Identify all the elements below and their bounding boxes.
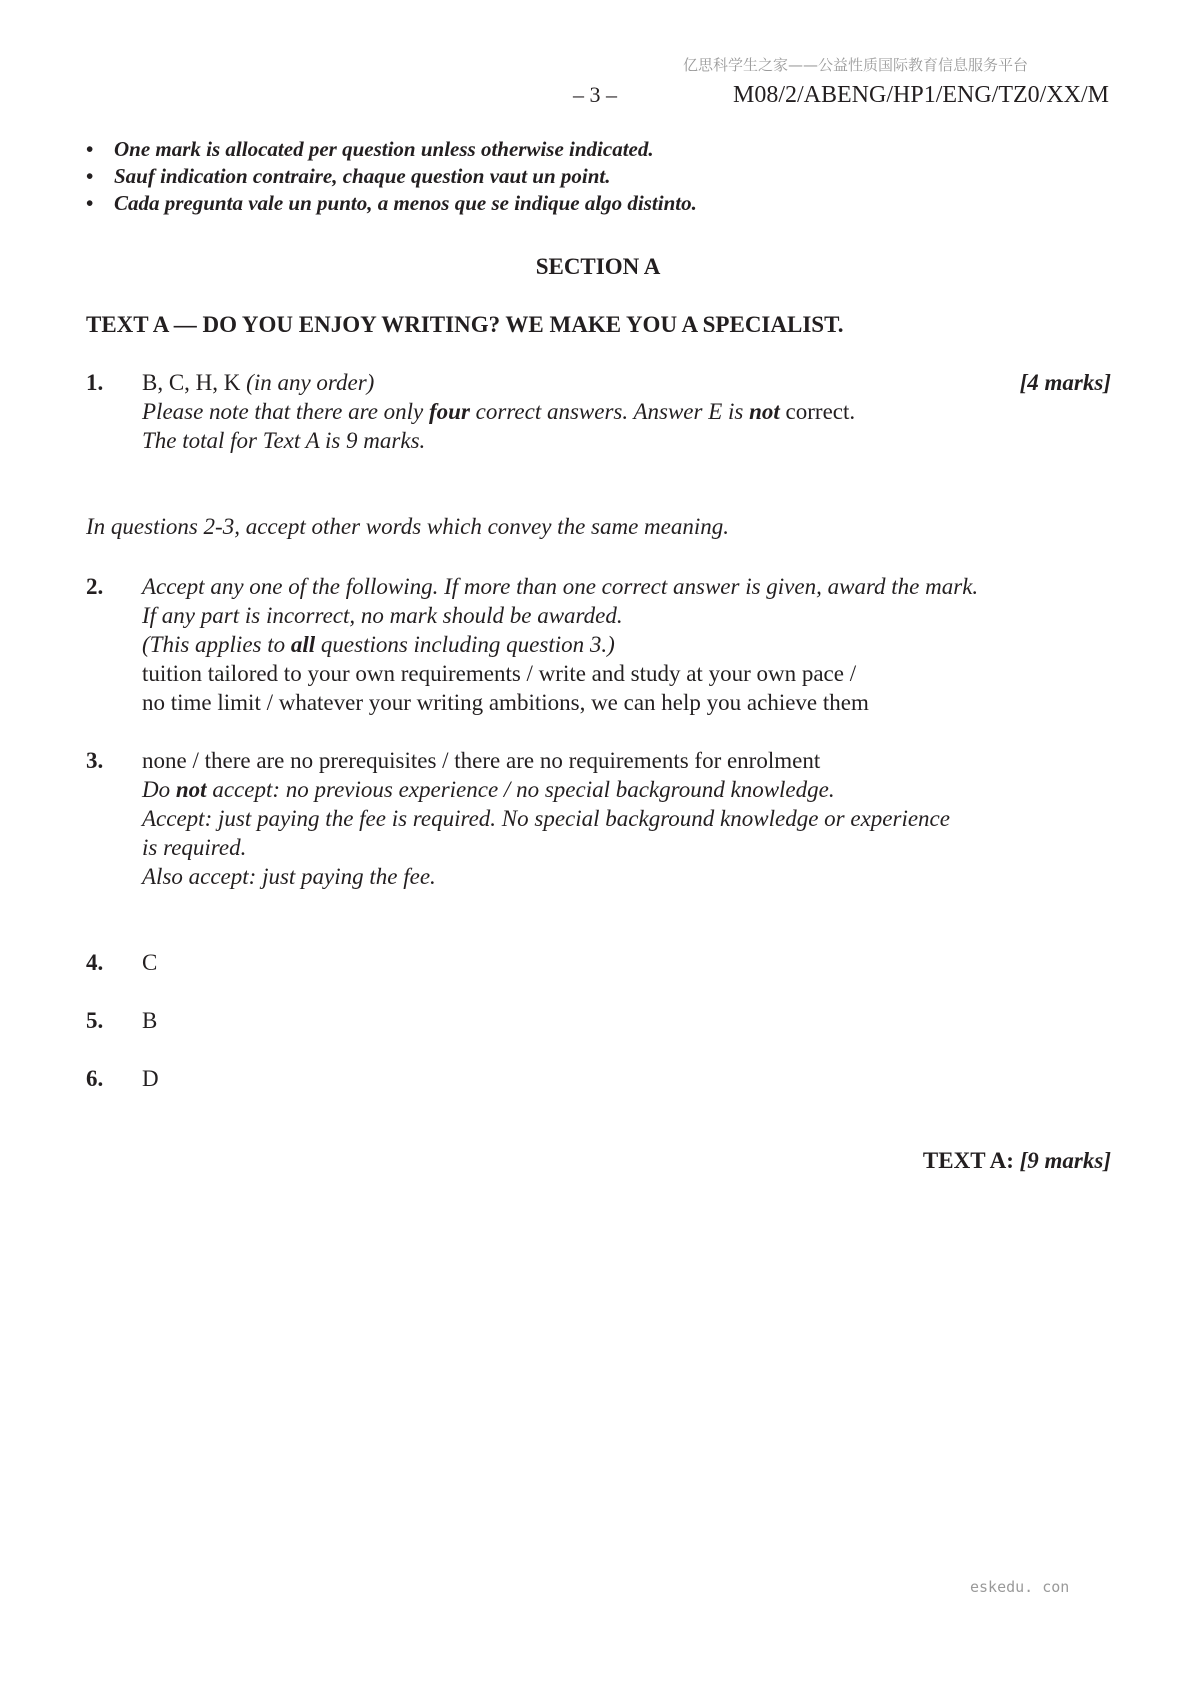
question-6-number: 6. [86,1066,104,1091]
question-1-body: B, C, H, K (in any order) Please note that there are only four correct answers. Answer E is not correct. The total for Text A is 9 marks. [142,370,856,453]
question-3-number: 3. [86,748,104,773]
question-2-body: Accept any one of the following. If more than one correct answer is given, award the mark. If any part is incorrect, no mark should be awarded. (This applies to all questions including question 3.) tuition tailored to your own requirements / write and study at your own pace / no time limit / whatever your writing ambitions, we can help you achieve them [142,574,979,715]
question-1-order-note: (in any order) [246,370,375,395]
question-1-number: 1. [86,370,104,395]
text-title: TEXT A — DO YOU ENJOY WRITING? WE MAKE YOU A SPECIALIST. [86,312,844,337]
question-1-answer: B, C, H, K [142,370,241,395]
note-item: • Sauf indication contraire, chaque question vaut un point. [86,164,611,188]
question-5-number: 5. [86,1008,104,1033]
page-number: – 3 – [573,82,617,107]
section-title: SECTION A [535,254,661,279]
note-item: • One mark is allocated per question unless otherwise indicated. [86,137,654,161]
footer-watermark: eskedu. con [970,1578,1070,1596]
instructions-q2-q3: In questions 2-3, accept other words which convey the same meaning. [86,514,730,539]
question-2-number: 2. [86,574,104,599]
question-1-marks: [4 marks] [1019,370,1111,395]
note-item: • Cada pregunta vale un punto, a menos que se indique algo distinto. [86,191,697,215]
question-3-body: none / there are no prerequisites / there are no requirements for enrolment Do not accept: no previous experience / no special background knowledge. Accept: just paying the fee is required. No special background knowledge or experience is required. Also accept: just paying the fee. [142,748,950,889]
question-4-answer: C [142,950,158,975]
question-6-answer: D [142,1066,159,1091]
text-a-total: TEXT A: [9 marks] [922,1148,1111,1173]
header-watermark: 亿思科学生之家——公益性质国际教育信息服务平台 [683,56,1029,74]
question-5-answer: B [142,1008,158,1033]
marking-notes [86,136,1086,217]
question-4-number: 4. [86,950,104,975]
exam-code: M08/2/ABENG/HP1/ENG/TZ0/XX/M [733,82,1110,108]
